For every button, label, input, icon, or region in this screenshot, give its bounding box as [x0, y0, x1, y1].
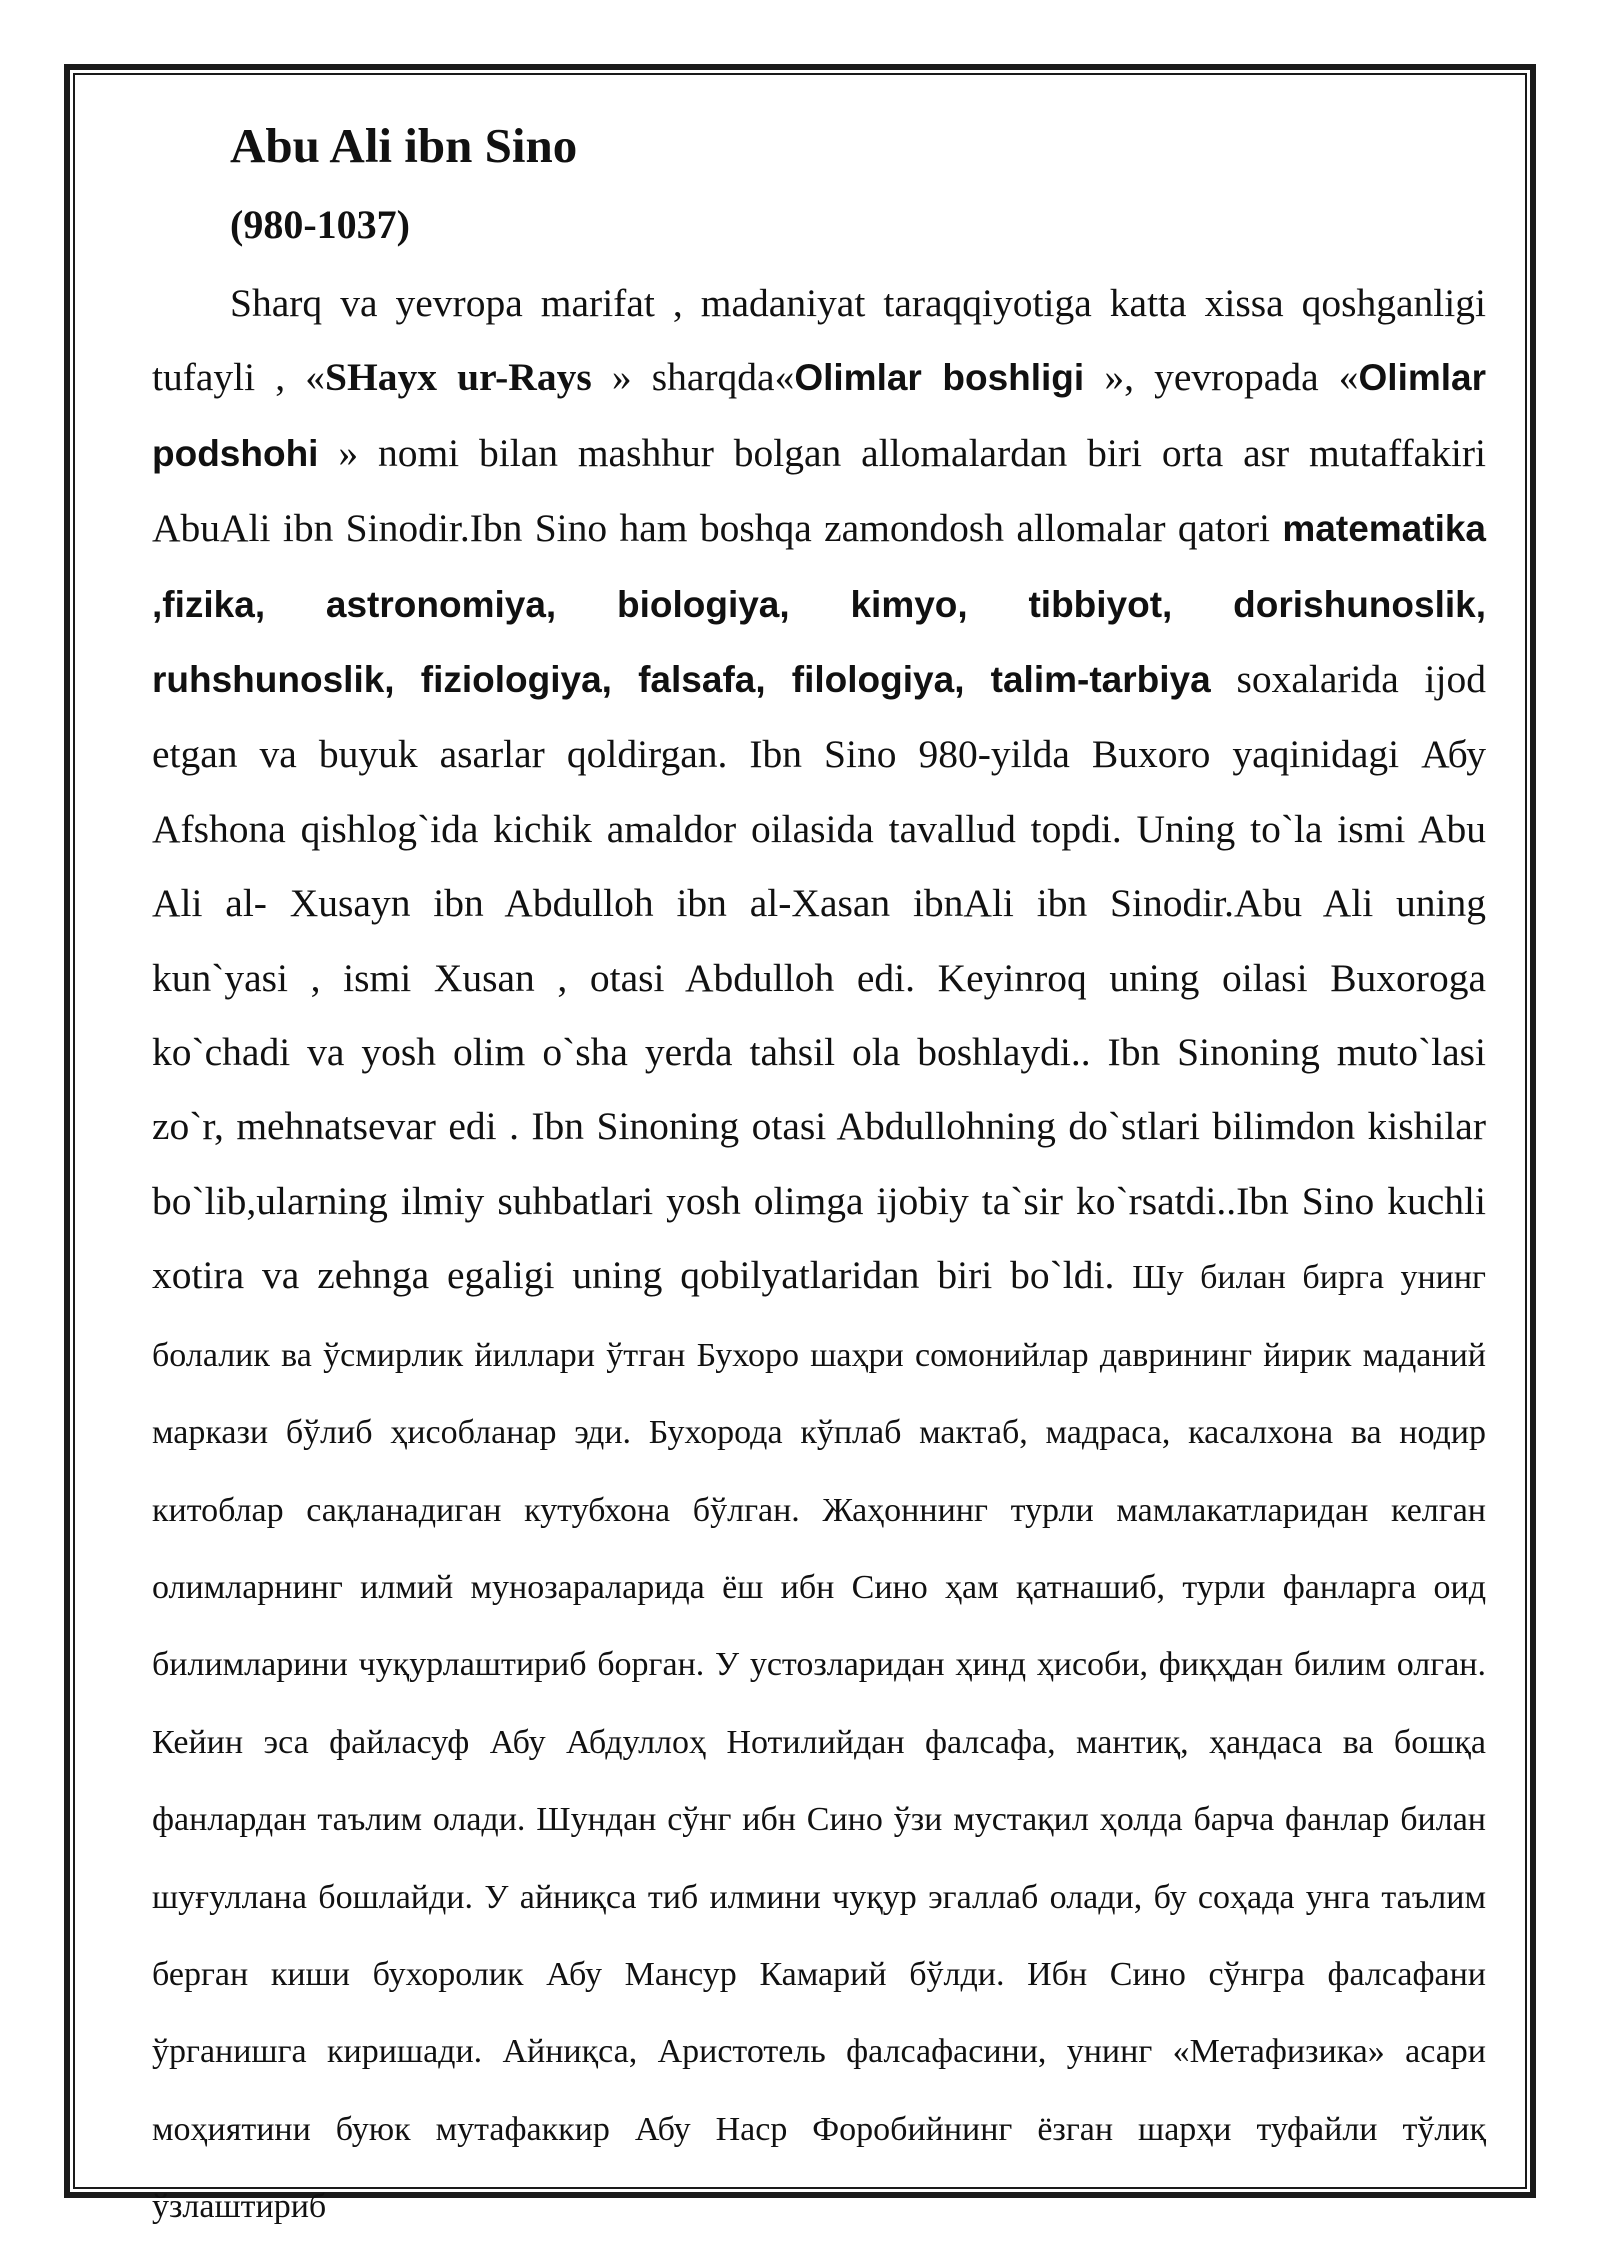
- document-body: [152, 108, 1486, 2245]
- cyrillic-text: Шу билан бирга унинг болалик ва ўсмирлик йиллари ўтган Бухоро шаҳри сомонийлар даврининг йирик маданий маркази бўлиб ҳисобланар эди. Бухорода кўплаб мактаб, мадраса, касалхона ва нодир китоблар сақланадиган кутубхона бўлган. Жаҳоннинг турли мамлакатларидан келган олимларнинг илмий мунозараларида ёш ибн Сино ҳам қатнашиб, турли фанларга оид билимларини чуқурлаштириб борган. У устозларидан ҳинд ҳисоби, фиқҳдан билим олган. Кейин эса файласуф Абу Абдуллоҳ Нотилийдан фалсафа, мантиқ, ҳандаса ва бошқа фанлардан таълим олади. Шундан сўнг ибн Сино ўзи мустақил ҳолда барча фанлар билан шуғуллана бошлайди. У айниқса тиб илмини чуқур эгаллаб олади, бу соҳада унга таълим берган киши бухоролик Абу Мансур Камарий бўлди. Ибн Сино сўнгра фалсафани ўрганишга киришади. Айниқса, Аристотель фалсафасини, унинг «Метафизика» асари моҳиятини буюк мутафаккир Абу Наср Форобийнинг ёзган шарҳи туфайли тўлиқ ўзлаштириб: [152, 1259, 1486, 2226]
- paragraph-text: » nomi bilan mashhur bolgan allomalardan biri orta asr mutaffakiri AbuAli ibn Sinodir.Ibn Sino ham boshqa zamondosh allomalar qatori: [152, 430, 1486, 551]
- document-years: (980-1037): [230, 202, 410, 247]
- paragraph-text: », yevropada «: [1084, 355, 1359, 400]
- paragraph-text: soxalarida ijod etgan va buyuk asarlar qoldirgan. Ibn Sino 980-yilda Buxoro yaqinidagi Абу Afshona qishlog`ida kichik amaldor oilasida tavallud topdi. Uning to`la ismi Abu Ali al- Xusayn ibn Abdulloh ibn al-Xasan ibnAli ibn Sinodir.Abu Ali uning kun`yasi , ismi Xusan , otasi Abdulloh edi. Keyinroq uning oilasi Buxoroga ko`chadi va yosh olim o`sha yerda tahsil ola boshlaydi.. Ibn Sinoning muto`lasi zo`r, mehnatsevar edi . Ibn Sinoning otasi Abdullohning do`stlari bilimdon kishilar bo`lib,ularning ilmiy suhbatlari yosh olimga ijobiy ta`sir ko`rsatdi..Ibn Sino kuchli xotira va zehnga egaligi uning qobilyatlaridan biri bo`ldi.: [152, 657, 1486, 1298]
- bold-phrase: Olimlar podshohi: [152, 357, 1487, 474]
- body-paragraph: [152, 266, 1486, 2245]
- bold-phrase: Olimlar boshligi: [794, 357, 1085, 399]
- document-title: Abu Ali ibn Sino: [230, 118, 578, 173]
- bold-phrase: SHayx ur-Rays: [325, 355, 592, 400]
- paragraph-text: » sharqda«: [591, 355, 795, 400]
- bold-phrase: matematika ,fizika, astronomiya, biologiya, kimyo, tibbiyot, dorishunoslik, ruhshunoslik, fiziologiya, falsafa, filologiya, talim-tarbiya: [152, 508, 1486, 701]
- paragraph-text: Sharq va yevropa marifat , madaniyat taraqqiyotiga katta xissa qoshganligi tufayli , «: [152, 281, 1486, 400]
